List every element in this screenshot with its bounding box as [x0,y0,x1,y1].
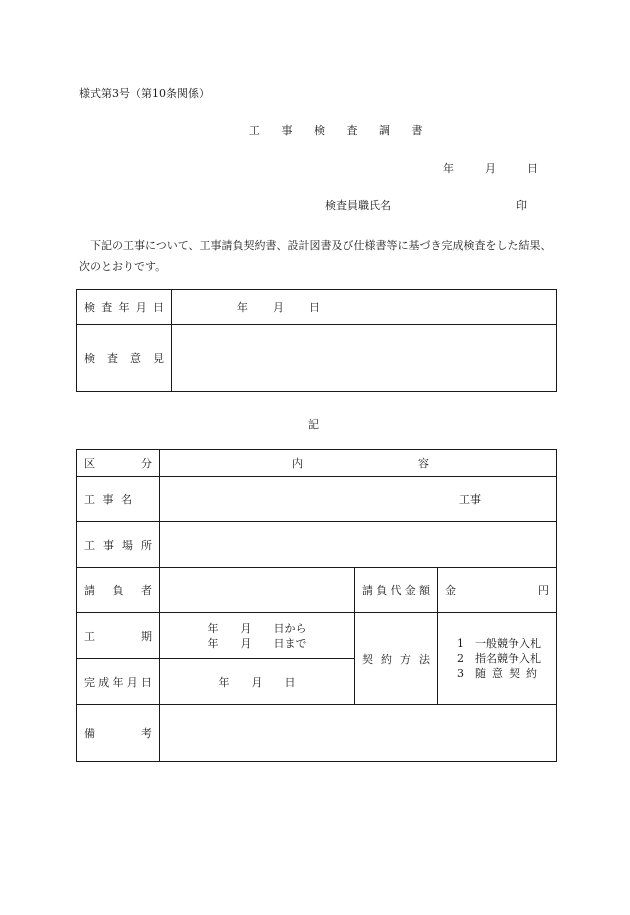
inspection-date-label-cell [77,290,172,325]
work-location-label: 工 事 場 所 [84,538,152,552]
intro-paragraph [79,235,559,277]
work-name-label: 工 事 名 [84,493,132,506]
work-location-label-cell [77,522,160,568]
category-header: 区 分 [84,457,152,470]
amount-value [445,582,549,598]
completion-date-cell[interactable] [160,659,355,705]
completion-date-label-cell [77,659,160,705]
contract-method-list [445,636,549,681]
work-name-suffix: 工事 [459,493,481,506]
contract-method-text: 一般競争入札 [475,637,541,650]
seal-label: 印 [516,199,527,212]
amount-suffix: 円 [538,584,549,597]
period-cell[interactable] [160,613,355,659]
work-location-cell[interactable] [160,522,557,568]
period-label: 工 期 [84,629,152,643]
period-from: 年 月 日から [207,621,307,635]
inspector-name-label: 検査員職氏名 [325,199,391,212]
content-header-cell [160,450,557,477]
contractor-cell[interactable] [160,568,355,613]
inspection-date-month: 月 [273,301,284,314]
remarks-cell[interactable] [160,705,557,762]
remarks-label: 備 考 [84,727,152,740]
form-number: 様式第3号（第10条関係） [79,87,210,100]
remarks-label-cell [77,705,160,762]
inspection-table [76,289,557,392]
contract-method-label-cell [355,613,438,705]
contract-method-num: 2 [457,652,464,665]
inspection-date-day: 日 [309,301,320,314]
inspection-date-cell[interactable] [172,290,557,325]
contract-method-item[interactable] [457,636,549,651]
document-title: 工 事 検 査 調 書 [249,124,432,137]
amount-label: 請 負 代 金 額 [362,584,430,597]
ki-heading: 記 [308,418,319,431]
contractor-label-cell [77,568,160,613]
date-year: 年 [443,162,454,175]
inspection-date-year: 年 [237,301,248,314]
intro-text: 下記の工事について、工事請負契約書、設計図書及び仕様書等に基づき完成検査をした結果、次のとおりです。 [79,239,552,273]
content-header: 内 容 [292,457,429,470]
details-table [76,449,557,762]
inspection-opinion-label-cell [77,325,172,392]
amount-cell[interactable] [438,568,557,613]
period-label-cell [77,613,160,659]
work-name-cell[interactable] [160,477,557,522]
completion-date-label: 完 成 年 月 日 [84,675,152,689]
document-date [443,160,538,176]
contract-method-text: 指名競争入札 [475,652,541,665]
work-name-label-cell [77,477,160,522]
amount-prefix: 金 [445,584,456,597]
inspection-opinion-label: 検 査 意 見 [84,352,164,365]
completion-date-value: 年 月 日 [218,675,296,689]
contract-method-item[interactable] [457,666,549,681]
category-header-cell [77,450,160,477]
inspection-date-label: 検 査 年 月 日 [84,301,164,314]
contract-method-num: 3 [457,667,464,680]
contractor-label: 請 負 者 [84,584,152,597]
date-day: 日 [527,162,538,175]
date-month: 月 [485,162,496,175]
contract-method-num: 1 [457,637,464,650]
contract-method-item[interactable] [457,651,549,666]
contract-method-label: 契 約 方 法 [362,652,430,666]
amount-label-cell [355,568,438,613]
period-to: 年 月 日まで [207,636,307,650]
contract-method-text: 随意契約 [475,667,543,680]
inspection-opinion-cell[interactable] [172,325,557,392]
contract-method-cell[interactable] [438,613,557,705]
